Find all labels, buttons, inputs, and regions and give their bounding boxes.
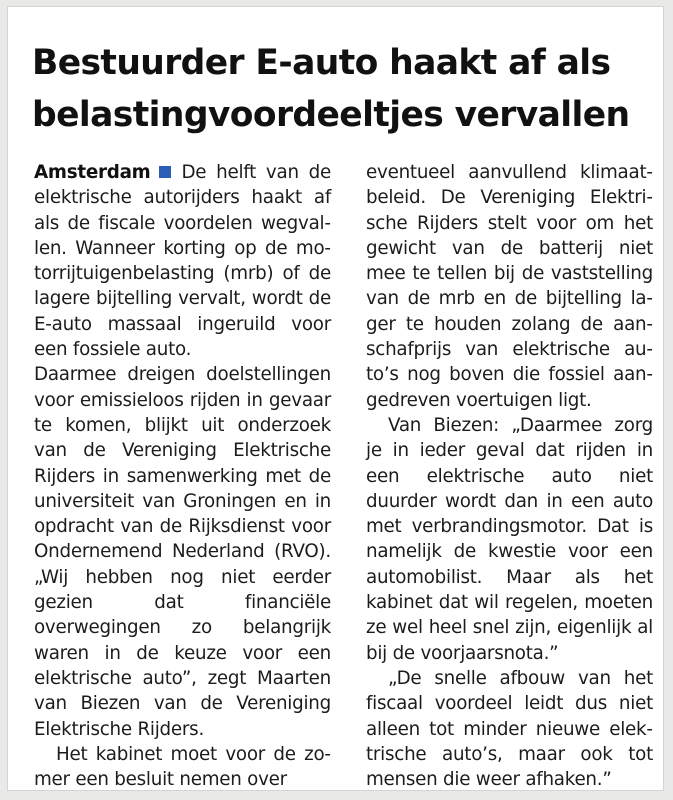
paragraph-intro: [34, 160, 331, 362]
right-column: [366, 160, 653, 791]
intro-text: De helft van de elektrische autorijders haakt af als de fiscale voordelen wegvallen. Wanneer korting op de motorrijtuigenbelasting (mrb) of de lagere bijtelling vervalt, wordt de E-auto massaal ingeruild voor een fossiele auto.: [34, 162, 331, 361]
paragraph-closing-quote: „De snelle afbouw van het fiscaal voordeel leidt dus niet alleen tot minder nieuwe elektrische auto’s, maar ook tot mensen die weer afhaken.”: [366, 667, 653, 791]
paragraph-research: Daarmee dreigen doelstellingen voor emissieloos rijden in gevaar te komen, blijkt uit onderzoek van de Vereniging Elektrische Rijders in samenwerking met de universiteit van Groningen en in opdracht van de Rijksdienst voor Ondernemend Nederland (RVO). „Wij hebben nog niet eerder gezien dat financiële overwegingen zo belangrijk waren in de keuze voor een elektrische auto”, zegt Maarten van Biezen van de Vereniging Elektrische Rijders.: [34, 364, 331, 740]
newspaper-clipping: [7, 6, 664, 791]
dateline-square-icon: [159, 166, 171, 178]
headline: [32, 37, 652, 141]
headline-line-1: Bestuurder E-auto haakt af als: [32, 43, 611, 83]
paragraph-cabinet: Het kabinet moet voor de zomer een besluit nemen over: [34, 743, 331, 791]
paragraph-quote-van-biezen: Van Biezen: „Daarmee zorg je in ieder geval dat rijden in een elektrische auto niet duurder wordt dan in een auto met verbrandingsmotor. Dat is namelijk de kwestie voor een automobilist. Maar als het kabinet dat wil regelen, moeten ze wel heel snel zijn, eigenlijk al bij de voorjaarsnota.”: [366, 414, 653, 664]
left-column: [34, 160, 331, 791]
paragraph-proposal: eventueel aanvullend klimaatbeleid. De Vereniging Elektrische Rijders stelt voor om het gewicht van de batterij niet mee te tellen bij de vaststelling van de mrb en de bijtelling lager te houden zolang de aanschafprijs van elektrische auto’s nog boven die fossiel aangedreven voertuigen ligt.: [366, 162, 653, 411]
headline-line-2: belastingvoordeeltjes vervallen: [32, 95, 630, 135]
dateline: Amsterdam: [34, 162, 151, 183]
